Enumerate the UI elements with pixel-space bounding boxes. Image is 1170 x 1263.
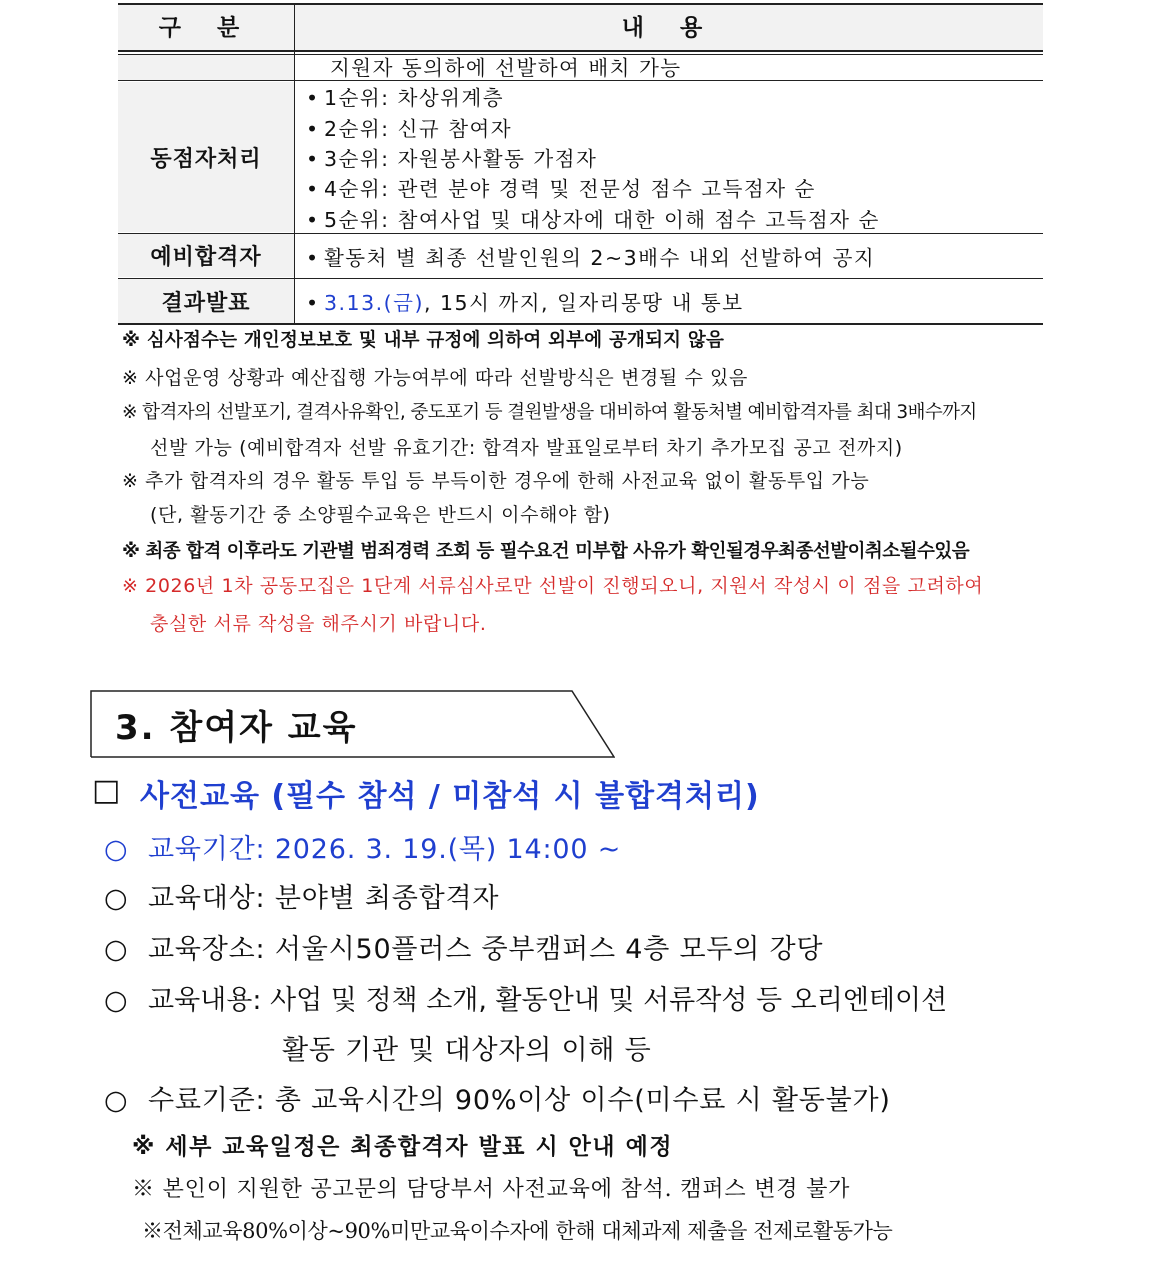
- note-method-change: ※ 사업운영 상황과 예산집행 가능여부에 따라 선발방식은 변경될 수 있음: [122, 367, 748, 389]
- continued-text: 지원자 동의하에 선발하여 배치 가능: [330, 56, 682, 80]
- note-reserve: ※ 합격자의 선발포기, 결격사유확인, 중도포기 등 결원발생을 대비하여 활동처별 예비합격자를 최대 3배수까지: [122, 402, 977, 423]
- circle-icon: ○: [104, 883, 129, 914]
- tiebreak-item: • 1순위: 차상위계층: [306, 86, 505, 110]
- notice-alternative-task: ※전체교육80%이상~90%미만교육이수자에 한해 대체과제 제출을 전제로활동가능: [142, 1219, 893, 1243]
- tiebreak-item: • 5순위: 참여사업 및 대상자에 대한 이해 점수 고득점자 순: [306, 208, 880, 232]
- note-additional-cont: (단, 활동기간 중 소양필수교육은 반드시 이수해야 함): [150, 504, 611, 526]
- header-content: 내 용: [621, 15, 717, 41]
- edu-content-cont: 활동 기관 및 대상자의 이해 등: [282, 1035, 652, 1066]
- tiebreak-item: • 3순위: 자원봉사활동 가점자: [306, 147, 598, 171]
- row-label-tiebreak: 동점자처리: [150, 146, 262, 172]
- circle-icon: ○: [104, 834, 129, 865]
- notice-schedule: ※ 세부 교육일정은 최종합격자 발표 시 안내 예정: [132, 1134, 674, 1160]
- row-label-result: 결과발표: [161, 290, 251, 316]
- edu-period: ○ 교육기간: 2026. 3. 19.(목) 14:00 ~: [104, 834, 622, 865]
- note-document-screening-cont: 충실한 서류 작성을 해주시기 바랍니다.: [150, 613, 487, 635]
- tiebreak-item: • 2순위: 신규 참여자: [306, 117, 513, 141]
- circle-icon: ○: [104, 985, 128, 1016]
- note-reserve-cont: 선발 가능 (예비합격자 선발 유효기간: 합격자 발표일로부터 차기 추가모집 공고 전까지): [150, 437, 903, 459]
- circle-icon: ○: [104, 934, 129, 965]
- table-border: [118, 3, 1043, 5]
- note-score-private: ※ 심사점수는 개인정보보호 및 내부 규정에 의하여 외부에 공개되지 않음: [122, 330, 725, 351]
- reserve-item: • 활동처 별 최종 선발인원의 2~3배수 내외 선발하여 공지: [306, 246, 876, 270]
- notice-campus: ※ 본인이 지원한 공고문의 담당부서 사전교육에 참석. 캠퍼스 변경 불가: [132, 1177, 851, 1202]
- edu-place: ○ 교육장소: 서울시50플러스 중부캠퍼스 4층 모두의 강당: [104, 934, 824, 965]
- result-item: • 3.13.(금), 15시 까지, 일자리몽땅 내 통보: [306, 291, 744, 315]
- table-border: [294, 3, 295, 324]
- edu-target: ○ 교육대상: 분야별 최종합격자: [104, 883, 500, 914]
- table-border: [118, 323, 1043, 325]
- edu-content: ○ 교육내용: 사업 및 정책 소개, 활동안내 및 서류작성 등 오리엔테이션: [104, 985, 948, 1016]
- edu-completion: ○ 수료기준: 총 교육시간의 90%이상 이수(미수료 시 활동불가): [104, 1085, 891, 1116]
- note-document-screening: ※ 2026년 1차 공동모집은 1단계 서류심사로만 선발이 진행되오니, 지원서 작성시 이 점을 고려하여: [122, 575, 984, 597]
- note-additional: ※ 추가 합격자의 경우 활동 투입 등 부득이한 경우에 한해 사전교육 없이 활동투입 가능: [122, 470, 870, 492]
- result-date: 3.13.(금): [324, 291, 424, 315]
- row-label-reserve: 예비합격자: [150, 245, 262, 270]
- header-category: 구 분: [158, 15, 254, 41]
- section-title: 3. 참여자 교육: [115, 708, 358, 748]
- tiebreak-item: • 4순위: 관련 분야 경력 및 전문성 점수 고득점자 순: [306, 177, 816, 201]
- checkbox-icon: □: [92, 773, 121, 808]
- circle-icon: ○: [104, 1085, 129, 1116]
- note-criminal-check: ※ 최종 합격 이후라도 기관별 범죄경력 조회 등 필수요건 미부합 사유가 확인될경우최종선발이취소될수있음: [122, 541, 970, 562]
- pre-education-title: 사전교육 (필수 참석 / 미참석 시 불합격처리): [140, 779, 760, 814]
- label-cell-bg: [118, 54, 294, 80]
